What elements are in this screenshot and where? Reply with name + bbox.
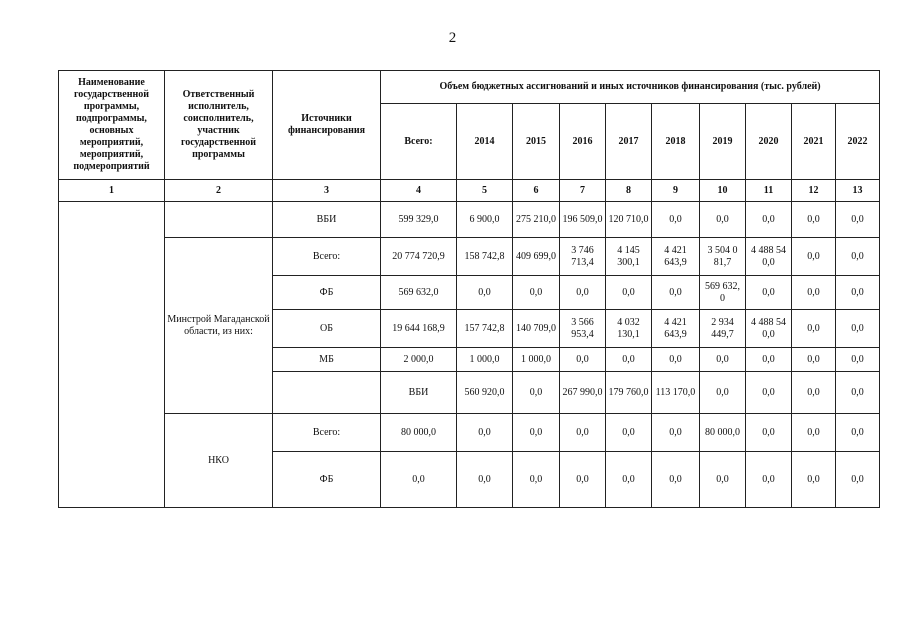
value-cell: 0,0: [606, 276, 652, 310]
source-cell: МБ: [273, 348, 381, 372]
header-year: 2019: [700, 104, 746, 180]
budget-table: [58, 70, 880, 508]
value-cell: 0,0: [792, 414, 836, 452]
source-cell: ФБ: [273, 276, 381, 310]
value-cell: 179 760,0: [606, 372, 652, 414]
value-cell: 140 709,0: [513, 310, 560, 348]
value-cell: 0,0: [560, 276, 606, 310]
header-year: 2015: [513, 104, 560, 180]
program-name-cell: [59, 202, 165, 508]
column-number: 6: [513, 180, 560, 202]
header-year: 2017: [606, 104, 652, 180]
value-cell: 0,0: [792, 310, 836, 348]
column-number: 4: [381, 180, 457, 202]
column-number: 11: [746, 180, 792, 202]
column-number: 8: [606, 180, 652, 202]
value-cell: 0,0: [836, 276, 880, 310]
column-number: 2: [165, 180, 273, 202]
value-cell: 20 774 720,9: [381, 238, 457, 276]
value-cell: 0,0: [700, 372, 746, 414]
value-cell: 0,0: [792, 348, 836, 372]
value-cell: 0,0: [606, 414, 652, 452]
value-cell: 4 032 130,1: [606, 310, 652, 348]
value-cell: 560 920,0: [457, 372, 513, 414]
column-number: 7: [560, 180, 606, 202]
value-cell: 267 990,0: [560, 372, 606, 414]
table-row: [59, 202, 880, 238]
column-number: 9: [652, 180, 700, 202]
value-cell: 157 742,8: [457, 310, 513, 348]
source-cell: ФБ: [273, 452, 381, 508]
column-number: 5: [457, 180, 513, 202]
table-row: [59, 238, 880, 276]
value-cell: 0,0: [836, 348, 880, 372]
value-cell: 0,0: [652, 276, 700, 310]
value-cell: 113 170,0: [652, 372, 700, 414]
value-cell: 569 632, 0: [700, 276, 746, 310]
column-number: 12: [792, 180, 836, 202]
value-cell: 1 000,0: [513, 348, 560, 372]
value-cell: 120 710,0: [606, 202, 652, 238]
value-cell: 0,0: [746, 348, 792, 372]
value-cell: 0,0: [746, 414, 792, 452]
header-executor: Ответственный исполнитель, соисполнитель, участник государственной программы: [165, 71, 273, 180]
table-row: [59, 414, 880, 452]
column-number: 3: [273, 180, 381, 202]
source-cell: Всего:: [273, 238, 381, 276]
page-number: 2: [448, 30, 457, 46]
executor-cell: [273, 372, 381, 414]
value-cell: 0,0: [746, 276, 792, 310]
value-cell: 0,0: [700, 348, 746, 372]
value-cell: 19 644 168,9: [381, 310, 457, 348]
source-cell: ВБИ: [273, 202, 381, 238]
value-cell: 0,0: [513, 276, 560, 310]
value-cell: 0,0: [836, 414, 880, 452]
value-cell: 158 742,8: [457, 238, 513, 276]
column-number: 10: [700, 180, 746, 202]
value-cell: 0,0: [513, 414, 560, 452]
value-cell: 0,0: [836, 238, 880, 276]
executor-minstroy: Минстрой Магаданской области, из них:: [165, 238, 273, 414]
source-cell: ОБ: [273, 310, 381, 348]
value-cell: 0,0: [836, 372, 880, 414]
header-year: 2018: [652, 104, 700, 180]
value-cell: 569 632,0: [381, 276, 457, 310]
value-cell: 0,0: [457, 414, 513, 452]
value-cell: 0,0: [560, 452, 606, 508]
value-cell: 4 145 300,1: [606, 238, 652, 276]
header-total: Всего:: [381, 104, 457, 180]
executor-nko: НКО: [165, 414, 273, 508]
value-cell: 0,0: [652, 202, 700, 238]
value-cell: 0,0: [746, 452, 792, 508]
value-cell: 2 000,0: [381, 348, 457, 372]
source-cell: ВБИ: [381, 372, 457, 414]
value-cell: 0,0: [652, 348, 700, 372]
value-cell: 6 900,0: [457, 202, 513, 238]
value-cell: 3 746 713,4: [560, 238, 606, 276]
value-cell: 0,0: [560, 348, 606, 372]
value-cell: 0,0: [792, 202, 836, 238]
header-funding-sources: Источники финансирования: [273, 71, 381, 180]
value-cell: 80 000,0: [381, 414, 457, 452]
value-cell: 4 488 54 0,0: [746, 310, 792, 348]
value-cell: 0,0: [836, 310, 880, 348]
value-cell: 1 000,0: [457, 348, 513, 372]
value-cell: 409 699,0: [513, 238, 560, 276]
value-cell: 599 329,0: [381, 202, 457, 238]
value-cell: 0,0: [513, 452, 560, 508]
value-cell: 0,0: [457, 276, 513, 310]
source-cell: Всего:: [273, 414, 381, 452]
value-cell: 0,0: [652, 414, 700, 452]
header-year: 2022: [836, 104, 880, 180]
value-cell: 0,0: [746, 202, 792, 238]
value-cell: 80 000,0: [700, 414, 746, 452]
value-cell: 4 421 643,9: [652, 238, 700, 276]
value-cell: 0,0: [700, 452, 746, 508]
value-cell: 0,0: [606, 348, 652, 372]
value-cell: 0,0: [792, 238, 836, 276]
value-cell: 196 509,0: [560, 202, 606, 238]
value-cell: 0,0: [792, 372, 836, 414]
value-cell: 0,0: [560, 414, 606, 452]
header-funding-volume: Объем бюджетных ассигнований и иных источников финансирования (тыс. рублей): [381, 71, 880, 104]
value-cell: 0,0: [381, 452, 457, 508]
value-cell: 0,0: [836, 452, 880, 508]
column-number-row: [59, 180, 880, 202]
value-cell: 0,0: [700, 202, 746, 238]
header-year: 2021: [792, 104, 836, 180]
value-cell: 0,0: [652, 452, 700, 508]
executor-cell: [165, 202, 273, 238]
value-cell: 275 210,0: [513, 202, 560, 238]
value-cell: 0,0: [513, 372, 560, 414]
column-number: 1: [59, 180, 165, 202]
header-program-name: Наименование государственной программы, подпрограммы, основных мероприятий, мероприятий, подмероприятий: [59, 71, 165, 180]
value-cell: 0,0: [792, 452, 836, 508]
value-cell: 2 934 449,7: [700, 310, 746, 348]
value-cell: 0,0: [457, 452, 513, 508]
value-cell: 0,0: [836, 202, 880, 238]
header-year: 2020: [746, 104, 792, 180]
value-cell: 4 488 54 0,0: [746, 238, 792, 276]
value-cell: 4 421 643,9: [652, 310, 700, 348]
value-cell: 0,0: [746, 372, 792, 414]
value-cell: 3 504 0 81,7: [700, 238, 746, 276]
value-cell: 0,0: [792, 276, 836, 310]
value-cell: 3 566 953,4: [560, 310, 606, 348]
header-year: 2014: [457, 104, 513, 180]
column-number: 13: [836, 180, 880, 202]
value-cell: 0,0: [606, 452, 652, 508]
header-year: 2016: [560, 104, 606, 180]
